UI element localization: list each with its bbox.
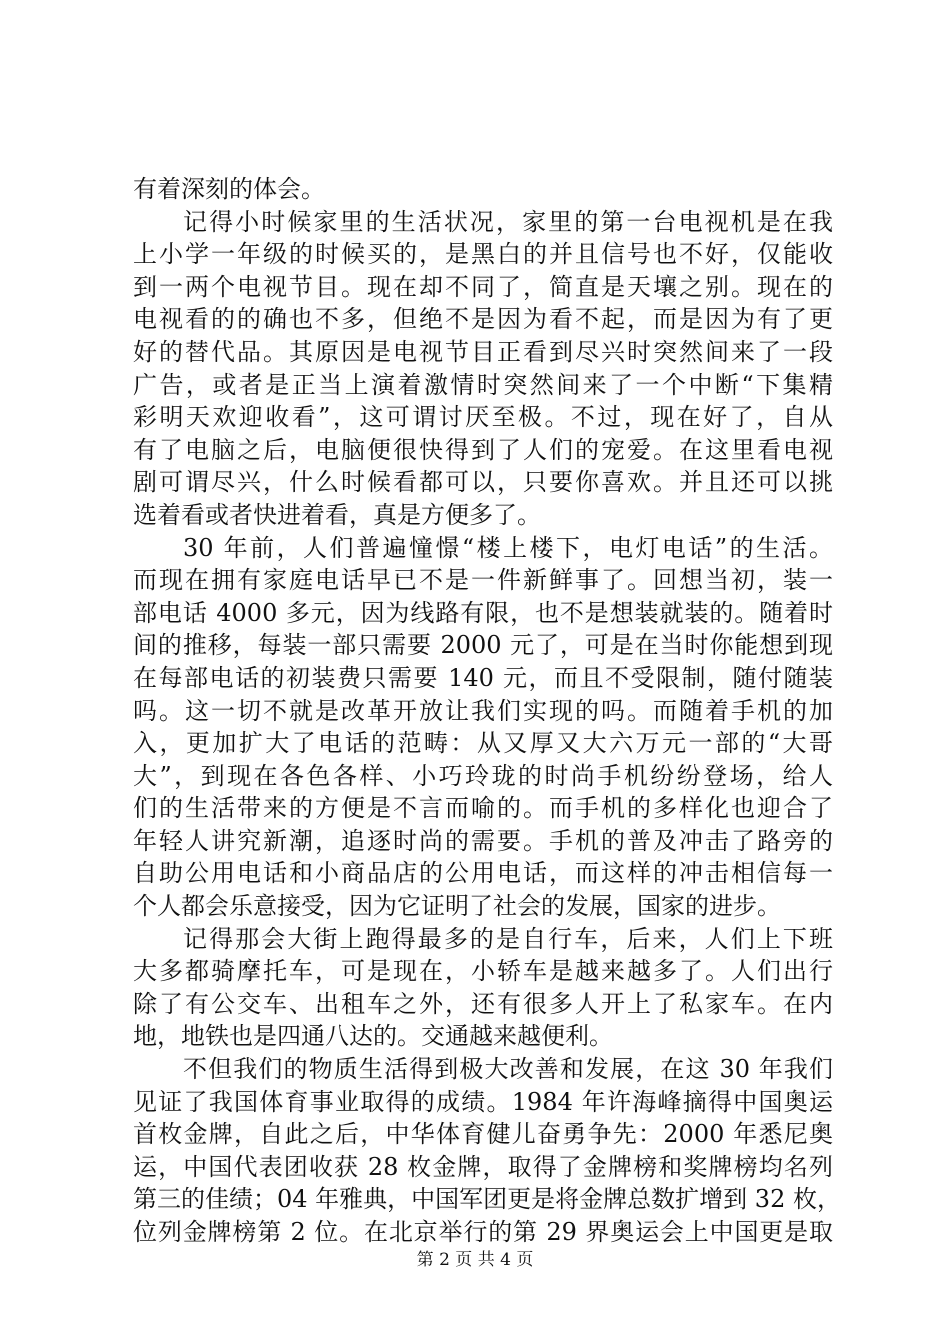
text-line: 运，中国代表团收获 28 枚金牌，取得了金牌榜和奖牌榜均名列 [133, 1152, 833, 1181]
text-line: 广告，或者是正当上演着激情时突然间来了一个中断“下集精 [133, 370, 833, 399]
text-line: 彩明天欢迎收看”，这可谓讨厌至极。不过，现在好了，自从 [133, 403, 833, 432]
text-line: 大”，到现在各色各样、小巧玲珑的时尚手机纷纷登场，给人 [133, 761, 833, 790]
text-line: 们的生活带来的方便是不言而喻的。而手机的多样化也迎合了 [133, 794, 833, 823]
text-line: 入，更加扩大了电话的范畴：从又厚又大六万元一部的“大哥 [133, 729, 833, 758]
text-line: 首枚金牌，自此之后，中华体育健儿奋勇争先：2000 年悉尼奥 [133, 1120, 833, 1149]
text-line: 不但我们的物质生活得到极大改善和发展，在这 30 年我们 [183, 1055, 833, 1084]
text-line: 位列金牌榜第 2 位。在北京举行的第 29 界奥运会上中国更是取 [133, 1218, 833, 1246]
text-line: 间的推移，每装一部只需要 2000 元了，可是在当时你能想到现 [133, 631, 833, 660]
text-line: 到一两个电视节目。现在却不同了，简直是天壤之别。现在的 [133, 272, 833, 301]
text-line: 大多都骑摩托车，可是现在，小轿车是越来越多了。人们出行 [133, 957, 833, 986]
paragraph [133, 923, 833, 1053]
paragraph [133, 173, 833, 206]
text-line: 年轻人讲究新潮，追逐时尚的需要。手机的普及冲击了路旁的 [133, 826, 833, 855]
text-line: 第三的佳绩；04 年雅典，中国军团更是将金牌总数扩增到 32 枚， [133, 1185, 841, 1214]
text-line: 除了有公交车、出租车之外，还有很多人开上了私家车。在内 [133, 989, 833, 1018]
text-line: 有了电脑之后，电脑便很快得到了人们的宠爱。在这里看电视 [133, 435, 833, 464]
text-line: 部电话 4000 多元，因为线路有限，也不是想装就装的。随着时 [133, 598, 833, 627]
page-number-footer: 第 2 页 共 4 页 [416, 1250, 534, 1270]
text-line: 见证了我国体育事业取得的成绩。1984 年许海峰摘得中国奥运 [133, 1087, 833, 1116]
text-line: 记得小时候家里的生活状况，家里的第一台电视机是在我 [183, 207, 833, 236]
text-line: 自助公用电话和小商品店的公用电话，而这样的冲击相信每一 [133, 859, 833, 888]
text-line: 在每部电话的初装费只需要 140 元，而且不受限制，随付随装 [133, 663, 833, 692]
document-body [133, 173, 841, 1249]
text-line: 电视看的的确也不多，但绝不是因为看不起，而是因为有了更 [133, 305, 833, 334]
text-line: 个人都会乐意接受，因为它证明了社会的发展，国家的进步。 [133, 892, 781, 921]
text-line: 选着看或者快进着看，真是方便多了。 [133, 500, 541, 529]
text-line: 剧可谓尽兴，什么时候看都可以，只要你喜欢。并且还可以挑 [133, 468, 833, 497]
text-line: 有着深刻的体会。 [133, 175, 325, 203]
text-line: 上小学一年级的时候买的，是黑白的并且信号也不好，仅能收 [133, 240, 833, 269]
text-line: 好的替代品。其原因是电视节目正看到尽兴时突然间来了一段 [133, 337, 833, 366]
text-line: 30 年前，人们普遍憧憬“楼上楼下，电灯电话”的生活。 [183, 533, 833, 562]
text-line: 地，地铁也是四通八达的。交通越来越便利。 [133, 1022, 613, 1051]
paragraph [133, 206, 833, 532]
paragraph [133, 1053, 841, 1249]
text-line: 而现在拥有家庭电话早已不是一件新鲜事了。回想当初，装一 [133, 566, 833, 595]
text-line: 吗。这一切不就是改革开放让我们实现的吗。而随着手机的加 [133, 696, 833, 725]
text-line: 记得那会大街上跑得最多的是自行车，后来，人们上下班 [183, 924, 833, 953]
paragraph [133, 532, 833, 923]
